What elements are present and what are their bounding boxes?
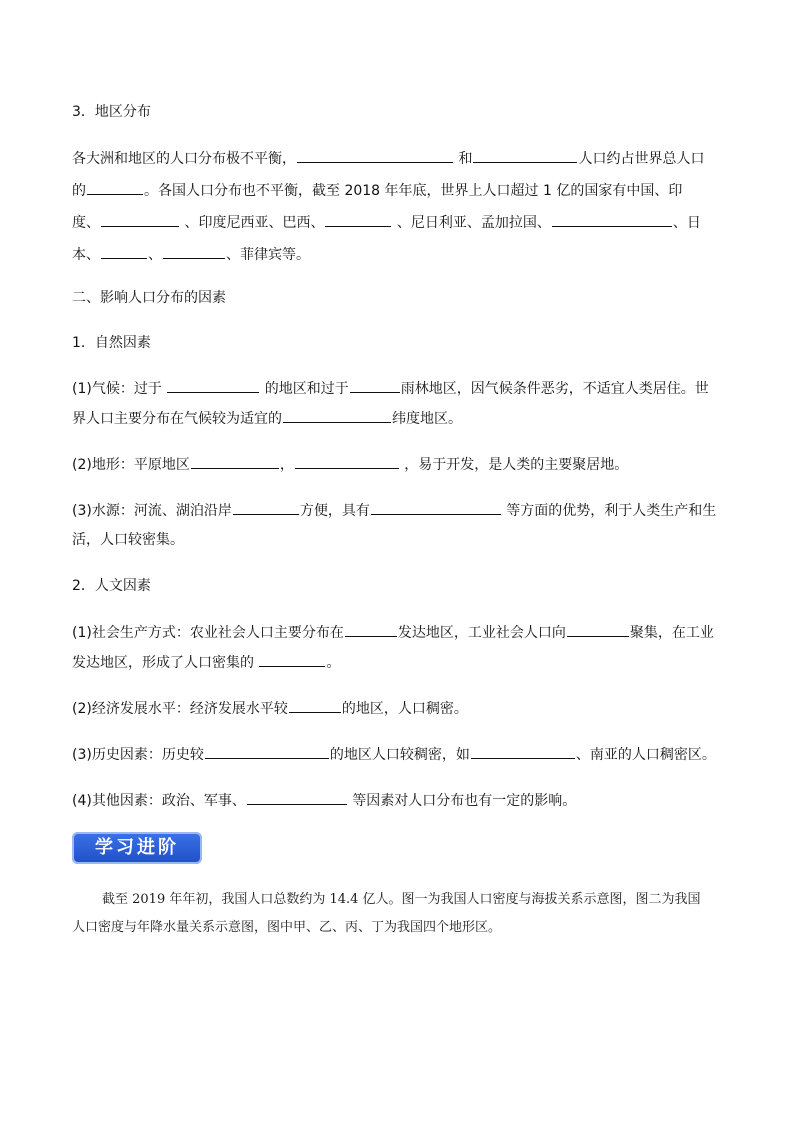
- answer-blank[interactable]: [345, 622, 397, 637]
- economy-line: (2)经济发展水平：经济发展水平较 的地区，人口稠密。: [72, 698, 732, 719]
- answer-blank[interactable]: [167, 378, 259, 393]
- answer-blank[interactable]: [567, 622, 629, 637]
- answer-blank[interactable]: [205, 744, 329, 759]
- answer-blank[interactable]: [350, 378, 400, 393]
- distribution-line-4: 本、 、 、菲律宾等。: [72, 244, 732, 265]
- subheading-natural-factors: 1．自然因素: [72, 335, 151, 351]
- history-line: (3)历史因素：历史较 的地区人口较稠密，如 、南亚的人口稠密区。: [72, 744, 732, 765]
- answer-blank[interactable]: [233, 500, 299, 515]
- advanced-paragraph-line-1: 截至 2019 年年初，我国人口总数约为 14.4 亿人。图一为我国人口密度与海拔关系示意图，图二为我国: [102, 892, 701, 907]
- answer-blank[interactable]: [289, 698, 341, 713]
- advanced-paragraph-line-2: 人口密度与年降水量关系示意图，图中甲、乙、丙、丁为我国四个地形区。: [72, 920, 502, 935]
- distribution-line-2: 的 。各国人口分布也不平衡，截至 2018 年年底，世界上人口超过 1 亿的国家有中国、印: [72, 180, 732, 201]
- subheading-human-factors: 2．人文因素: [72, 578, 151, 594]
- climate-line-2: 界人口主要分布在气候较为适宜的 纬度地区。: [72, 408, 732, 429]
- answer-blank[interactable]: [371, 500, 501, 515]
- answer-blank[interactable]: [297, 148, 453, 163]
- answer-blank[interactable]: [473, 148, 577, 163]
- answer-blank[interactable]: [325, 212, 391, 227]
- answer-blank[interactable]: [283, 408, 391, 423]
- social-line-1: (1)社会生产方式：农业社会人口主要分布在 发达地区，工业社会人口向 聚集，在工业: [72, 622, 732, 643]
- distribution-line-3: 度、 、印度尼西亚、巴西、 、尼日利亚、孟加拉国、 、日: [72, 212, 732, 233]
- climate-line-1: (1)气候：过于 的地区和过于 雨林地区，因气候条件恶劣，不适宜人类居住。世: [72, 378, 732, 399]
- answer-blank[interactable]: [191, 454, 279, 469]
- answer-blank[interactable]: [471, 744, 575, 759]
- answer-blank[interactable]: [101, 212, 179, 227]
- section-heading-factors: 二、影响人口分布的因素: [72, 290, 226, 306]
- other-factors-line: (4)其他因素：政治、军事、 等因素对人口分布也有一定的影响。: [72, 790, 732, 811]
- learning-advanced-badge: 学习进阶: [72, 832, 202, 864]
- section-heading-distribution: 3．地区分布: [72, 104, 151, 120]
- answer-blank[interactable]: [163, 244, 225, 259]
- answer-blank[interactable]: [87, 180, 143, 195]
- answer-blank[interactable]: [101, 244, 147, 259]
- answer-blank[interactable]: [552, 212, 672, 227]
- answer-blank[interactable]: [295, 454, 399, 469]
- answer-blank[interactable]: [247, 790, 347, 805]
- water-line-2: 活，人口较密集。: [72, 532, 184, 548]
- distribution-line-1: 各大洲和地区的人口分布极不平衡， 和 人口约占世界总人口: [72, 148, 732, 169]
- water-line-1: (3)水源：河流、湖泊沿岸 方便，具有 等方面的优势，利于人类生产和生: [72, 500, 732, 521]
- terrain-line: (2)地形：平原地区 ， ，易于开发，是人类的主要聚居地。: [72, 454, 732, 475]
- social-line-2: 发达地区，形成了人口密集的 。: [72, 652, 732, 673]
- answer-blank[interactable]: [259, 652, 325, 667]
